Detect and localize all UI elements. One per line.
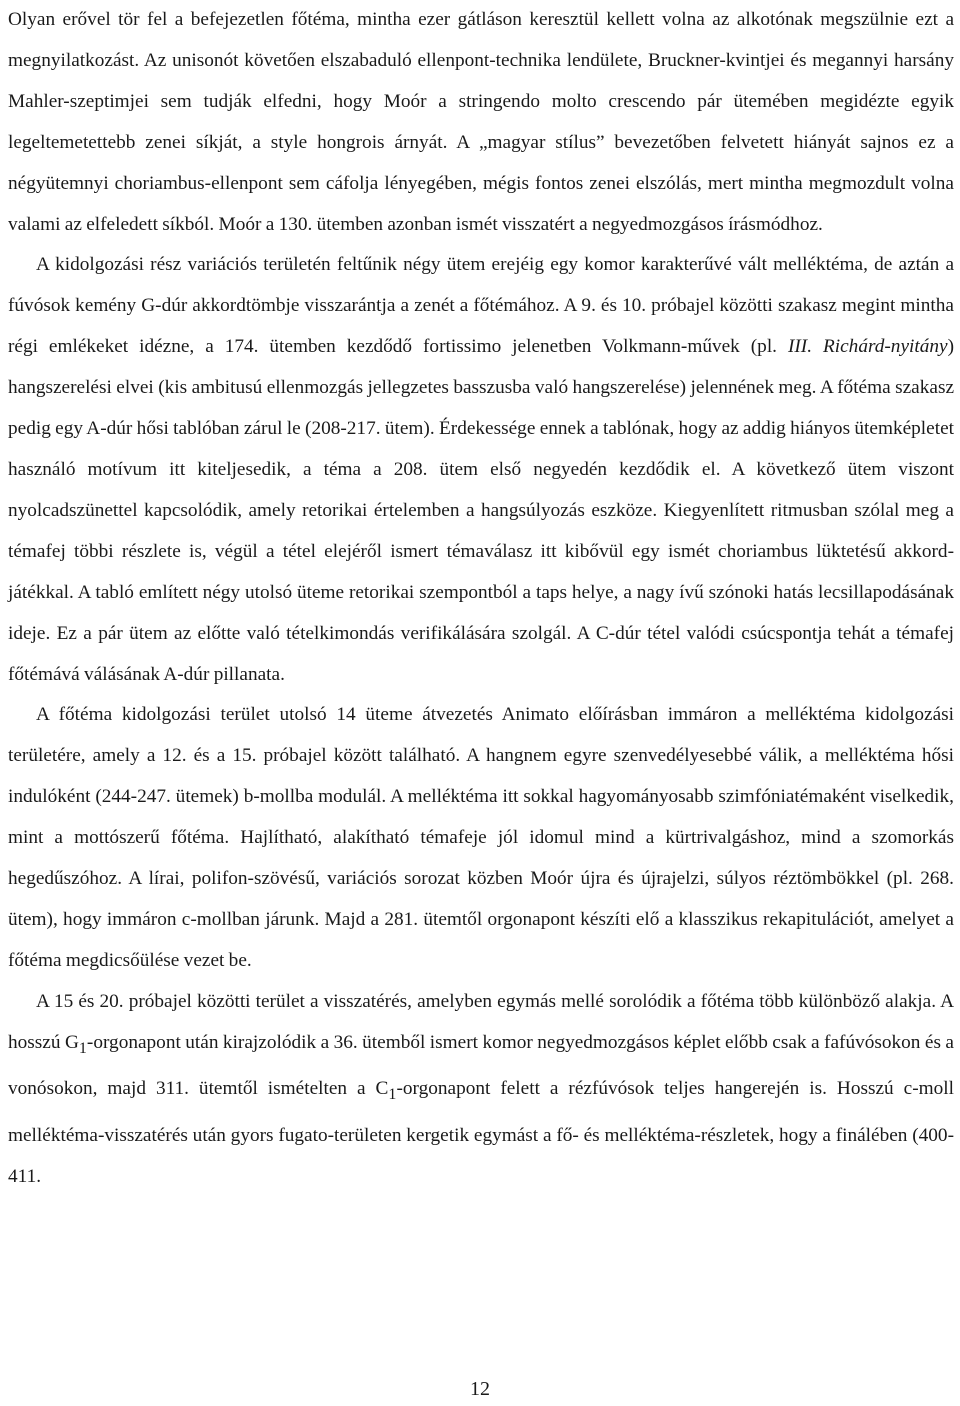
- paragraph-4-subscript-c: 1: [388, 1086, 397, 1104]
- paragraph-2-work-title: III. Richárd-nyitány: [787, 336, 948, 358]
- paragraph-1-text: Olyan erővel tör fel a befejezetlen főtéma, mintha ezer gátláson keresztül kellett volna az alkotónak megszülnie ezt a megnyilatkozást. Az unisonót követően elszabaduló ellenpont-technika lendülete, Bruckner-kvintjei és megannyi harsány Mahler-szeptimjei sem tudják elfedni, hogy Moór a stringendo molto crescendo pár ütemében megidézte egyik legeltemetettebb zenei síkját, a style hongrois árnyát. A „magyar stílus” bevezetőben felvetett hiányát sajnos ez a négyütemnyi choriambus-ellenpont sem cáfolja lényegében, mégis fontos zenei elszólás, mert mintha megmozdult volna valami az elfeledett síkból. Moór a 130. ütemben azonban ismét visszatért a negyedmozgásos írásmódhoz.: [8, 9, 954, 235]
- paragraph-4-text-a: A 15 és 20. próbajel közötti terület a visszatérés, amelyben egymás mellé sorolódik a főtéma több különböző alakja. A hosszú G: [8, 990, 954, 1053]
- paragraph-4: [8, 982, 954, 1198]
- paragraph-4-text-c: -orgonapont felett a rézfúvósok teljes hangerején is. Hosszú c-moll melléktéma-visszatérés után gyors fugato-területen kergetik egymást a fő- és melléktéma-részletek, hogy a finálében (400-411.: [8, 1078, 954, 1188]
- paragraph-2-text-b: ) hangszerelési elvei (kis ambitusú ellenmozgás jellegzetes basszusba való hangszerelése) jelennének meg. A főtéma szakasz pedig egy A-dúr hősi tablóban zárul le (208-217. ütem). Érdekessége ennek a tablónak, hogy az addig hiányos ütemképletet használó motívum itt kiteljesedik, a téma a 208. ütem első negyedén kezdődik el. A következő ütem viszont nyolcadszünettel kapcsolódik, amely retorikai értelemben a hangsúlyozás eszköze. Kiegyenlített ritmusban szólal meg a témafej többi részlete is, végül a tétel elejéről ismert témaválasz itt kibővül egy ismét choriambus lüktetésű akkord-játékkal. A tabló említett négy utolsó üteme retorikai szempontból a taps helye, a nagy ívű szónoki hatás lecsillapodásának ideje. Ez a pár ütem az előtte való tételkimondás verifikálására szolgál. A C-dúr tétel valódi csúcspontja tehát a témafej főtémává válásának A-dúr pillanata.: [8, 336, 954, 685]
- paragraph-3-text: A főtéma kidolgozási terület utolsó 14 üteme átvezetés Animato előírásban immáron a melléktéma kidolgozási területére, amely a 12. és a 15. próbajel között található. A hangnem egyre szenvedélyesebbé válik, a melléktéma hősi indulóként (244-247. ütemek) b-mollba modulál. A melléktéma itt sokkal hagyományosabb szimfóniatémaként viselkedik, mint a mottószerű főtéma. Hajlítható, alakítható témafeje jól idomul mind a kürtrivalgáshoz, mind a szomorkás hegedűszóhoz. A lírai, polifon-szövésű, variációs sorozat közben Moór újra és újrajelzi, súlyos réztömbökkel (pl. 268. ütem), hogy immáron c-mollban járunk. Majd a 281. ütemtől orgonapont készíti elő a klasszikus rekapitulációt, amelyet a főtéma megdicsőülése vezet be.: [8, 704, 954, 971]
- body-text: [8, 0, 954, 1198]
- paragraph-4-subscript-g: 1: [78, 1039, 87, 1057]
- page-number: 12: [470, 1378, 490, 1400]
- paragraph-1: [8, 0, 954, 245]
- paragraph-4-text-b: -orgonapont után kirajzolódik a 36. ütemből ismert komor negyedmozgásos képlet előbb csak a fafúvósokon és a vonósokon, majd 311. ütemtől ismételten a C: [8, 1031, 954, 1100]
- paragraph-3: [8, 695, 954, 981]
- paragraph-2-text-a: A kidolgozási rész variációs területén feltűnik négy ütem erejéig egy komor karakterűvé vált melléktéma, de aztán a fúvósok kemény G-dúr akkordtömbje visszarántja a zenét a főtémához. A 9. és 10. próbajel közötti szakasz megint mintha régi emlékeket idézne, a 174. ütemben kezdődő fortissimo jelenetben Volkmann-művek (pl.: [8, 254, 954, 358]
- paragraph-2: [8, 245, 954, 695]
